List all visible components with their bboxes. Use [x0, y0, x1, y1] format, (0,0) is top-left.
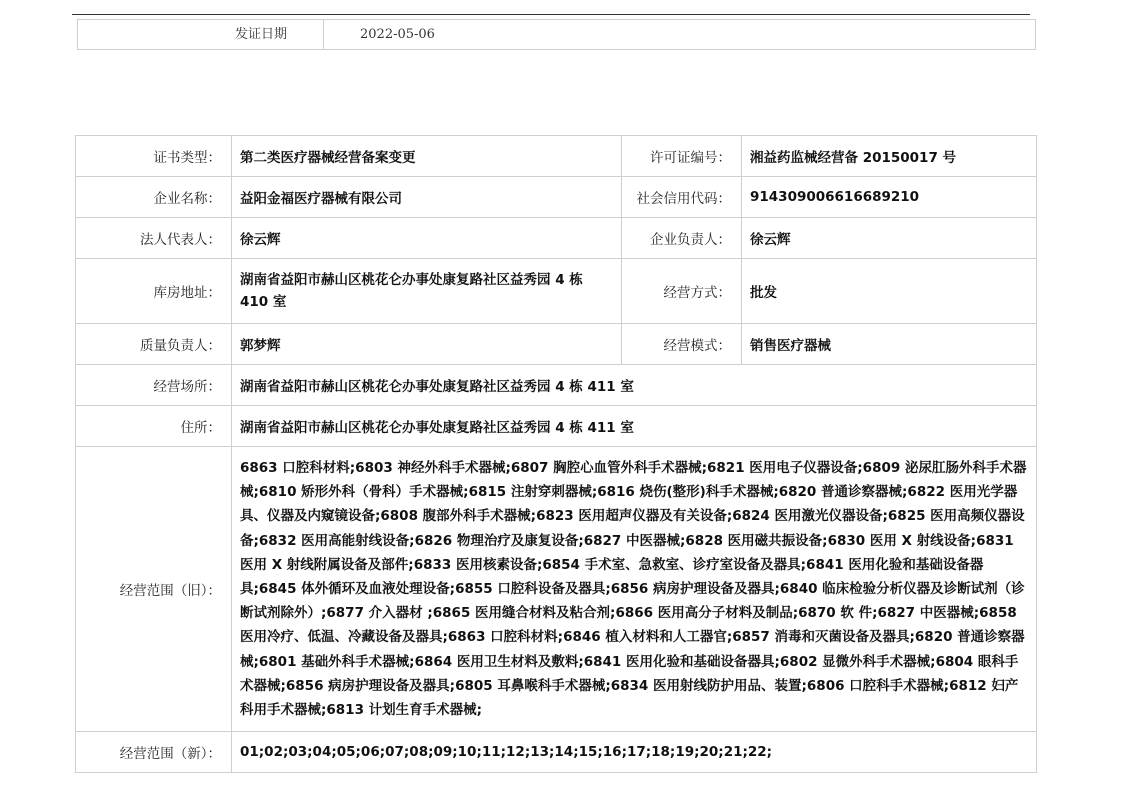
company-label: 企业名称： — [76, 177, 232, 218]
principal-label: 企业负责人： — [622, 218, 742, 259]
cert-type-value: 第二类医疗器械经营备案变更 — [232, 136, 622, 177]
certificate-table — [75, 135, 1037, 773]
quality-label: 质量负责人： — [76, 324, 232, 365]
scope-old-label: 经营范围（旧）： — [76, 447, 232, 732]
table-row — [76, 324, 1037, 365]
table-row — [76, 177, 1037, 218]
business-model-label: 经营模式： — [622, 324, 742, 365]
business-model-value: 销售医疗器械 — [742, 324, 1037, 365]
table-row — [76, 365, 1037, 406]
scope-new-value: 01;02;03;04;05;06;07;08;09;10;11;12;13;14;15;16;17;18;19;20;21;22; — [232, 732, 1037, 773]
warehouse-label: 库房地址： — [76, 259, 232, 324]
legal-rep-value: 徐云辉 — [232, 218, 622, 259]
warehouse-value: 湖南省益阳市赫山区桃花仑办事处康复路社区益秀园 4 栋 410 室 — [232, 259, 622, 324]
table-row — [76, 136, 1037, 177]
table-row — [76, 218, 1037, 259]
residence-value: 湖南省益阳市赫山区桃花仑办事处康复路社区益秀园 4 栋 411 室 — [232, 406, 1037, 447]
issue-date-label: 发证日期 — [78, 20, 324, 49]
top-rule — [72, 14, 1030, 15]
legal-rep-label: 法人代表人： — [76, 218, 232, 259]
table-row — [76, 447, 1037, 732]
credit-code-label: 社会信用代码： — [622, 177, 742, 218]
table-row — [76, 732, 1037, 773]
residence-label: 住所： — [76, 406, 232, 447]
license-no-label: 许可证编号： — [622, 136, 742, 177]
issue-date-value: 2022-05-06 — [360, 27, 435, 42]
cert-type-label: 证书类型： — [76, 136, 232, 177]
premises-value: 湖南省益阳市赫山区桃花仑办事处康复路社区益秀园 4 栋 411 室 — [232, 365, 1037, 406]
premises-label: 经营场所： — [76, 365, 232, 406]
table-row — [76, 406, 1037, 447]
company-value: 益阳金福医疗器械有限公司 — [232, 177, 622, 218]
table-row — [76, 259, 1037, 324]
business-mode-value: 批发 — [742, 259, 1037, 324]
issue-date-table — [77, 19, 1036, 50]
license-no-value: 湘益药监械经营备 20150017 号 — [742, 136, 1037, 177]
business-mode-label: 经营方式： — [622, 259, 742, 324]
scope-old-value: 6863 口腔科材料;6803 神经外科手术器械;6807 胸腔心血管外科手术器械;6821 医用电子仪器设备;6809 泌尿肛肠外科手术器械;6810 矫形外科（骨科）手术器械;6815 注射穿刺器械;6816 烧伤(整形)科手术器械;6820 普通诊察器械;6822 医用光学器具、仪器及内窥镜设备;6808 腹部外科手术器械;6823 医用超声仪器及有关设备;6824 医用激光仪器设备;6825 医用高频仪器设备;6832 医用高能射线设备;6826 物理治疗及康复设备;6827 中医器械;6828 医用磁共振设备;6830 医用 X 射线设备;6831 医用 X 射线附属设备及部件;6833 医用核素设备;6854 手术室、急救室、诊疗室设备及器具;6841 医用化验和基础设备器具;6845 体外循环及血液处理设备;6855 口腔科设备及器具;6856 病房护理设备及器具;6840 临床检验分析仪器及诊断试剂（诊断试剂除外）;6877 介入器材 ;6865 医用缝合材料及粘合剂;6866 医用高分子材料及制品;6870 软 件;6827 中医器械;6858 医用冷疗、低温、冷藏设备及器具;6863 口腔科材料;6846 植入材料和人工器官;6857 消毒和灭菌设备及器具;6820 普通诊察器械;6801 基础外科手术器械;6864 医用卫生材料及敷料;6841 医用化验和基础设备器具;6802 显微外科手术器械;6804 眼科手术器械;6856 病房护理设备及器具;6805 耳鼻喉科手术器械;6834 医用射线防护用品、装置;6806 口腔科手术器械;6812 妇产科用手术器械;6813 计划生育手术器械; — [232, 447, 1037, 732]
credit-code-value: 914309006616689210 — [742, 177, 1037, 218]
quality-value: 郭梦辉 — [232, 324, 622, 365]
scope-new-label: 经营范围（新）： — [76, 732, 232, 773]
principal-value: 徐云辉 — [742, 218, 1037, 259]
